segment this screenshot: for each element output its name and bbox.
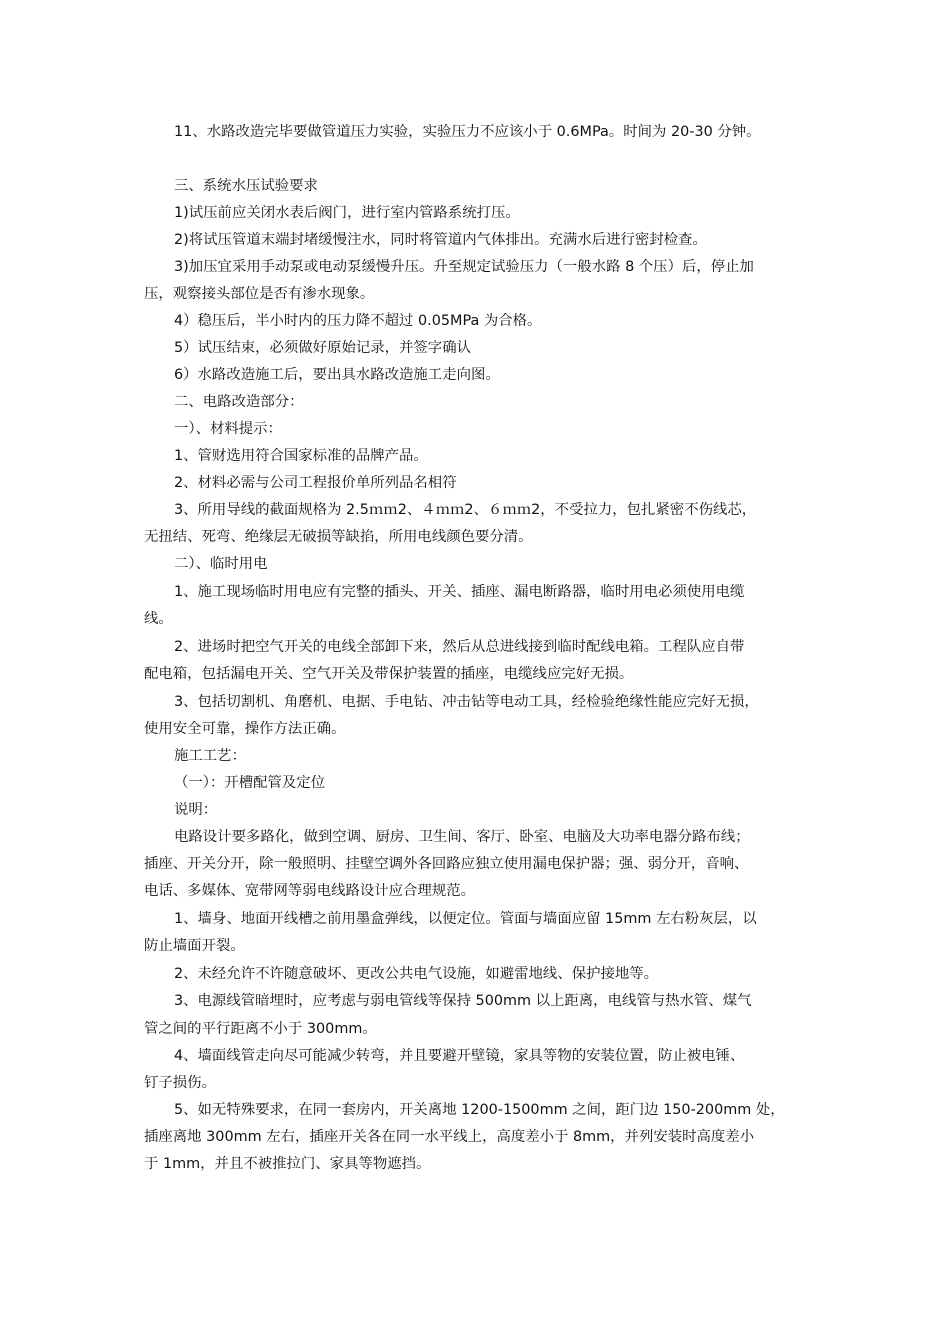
section-heading: 二、电路改造部分： — [174, 394, 304, 410]
text-line: 1、管财选用符合国家标准的品牌产品。 — [174, 448, 428, 464]
text-line: 电话、多媒体、宽带网等弱电线路设计应合理规范。 — [144, 883, 475, 899]
text-line: 1)试压前应关闭水表后阀门，进行室内管路系统打压。 — [174, 205, 520, 221]
text-line: 2、未经允许不许随意破坏、更改公共电气设施，如避雷地线、保护接地等。 — [174, 966, 659, 982]
text-line: 3、所用导线的截面规格为 2.5ｍｍ2、４ｍｍ2、６ｍｍ2，不受拉力，包扎紧密不伤线芯， — [174, 502, 757, 518]
text-line: 压，观察接头部位是否有渗水现象。 — [144, 286, 375, 302]
text-line: 2、材料必需与公司工程报价单所列品名相符 — [174, 475, 457, 491]
text-line: 4）稳压后，半小时内的压力降不超过 0.05MPa 为合格。 — [174, 313, 542, 329]
text-line: 11、水路改造完毕要做管道压力实验，实验压力不应该小于 0.6MPa。时间为 20-30 分钟。 — [174, 124, 761, 140]
text-line: 管之间的平行距离不小于 300mm。 — [144, 1021, 377, 1037]
text-line: 无扭结、死弯、绝缘层无破损等缺掐，所用电线颜色要分清。 — [144, 529, 533, 545]
text-line: 1、墙身、地面开线槽之前用墨盒弹线，以便定位。管面与墙面应留 15mm 左右粉灰层，以 — [174, 911, 757, 927]
text-line: 插座、开关分开，除一般照明、挂壁空调外各回路应独立使用漏电保护器；强、弱分开，音响、 — [144, 856, 749, 872]
text-line: 于 1mm，并且不被推拉门、家具等物遮挡。 — [144, 1156, 431, 1172]
text-line: 3、包括切割机、角磨机、电据、手电钻、冲击钻等电动工具，经检验绝缘性能应完好无损， — [174, 694, 759, 710]
text-line: 2、进场时把空气开关的电线全部卸下来，然后从总进线接到临时配线电箱。工程队应自带 — [174, 639, 745, 655]
text-line: 电路设计要多路化，做到空调、厨房、卫生间、客厅、卧室、电脑及大功率电器分路布线； — [174, 829, 750, 845]
subsection-heading: 一）、材料提示： — [174, 421, 282, 437]
text-line: 钉子损伤。 — [144, 1075, 216, 1091]
text-line: 3、电源线管暗埋时，应考虑与弱电管线等保持 500mm 以上距离，电线管与热水管、煤气 — [174, 993, 752, 1009]
text-line: 5）试压结束，必须做好原始记录，并签字确认 — [174, 340, 471, 356]
section-heading: 施工工艺： — [174, 748, 246, 764]
text-line: 1、施工现场临时用电应有完整的插头、开关、插座、漏电断路器，临时用电必须使用电缆 — [174, 584, 745, 600]
text-line: 配电箱，包括漏电开关、空气开关及带保护装置的插座，电缆线应完好无损。 — [144, 666, 634, 682]
text-line: 使用安全可靠，操作方法正确。 — [144, 721, 346, 737]
subsection-heading: （一）：开槽配管及定位 — [174, 775, 326, 791]
text-line: 线。 — [144, 611, 173, 627]
section-heading: 三、系统水压试验要求 — [174, 178, 318, 194]
subsection-heading: 二）、临时用电 — [174, 556, 268, 572]
text-line: 2)将试压管道末端封堵缓慢注水，同时将管道内气体排出。充满水后进行密封检查。 — [174, 232, 707, 248]
text-line: 说明： — [174, 802, 218, 818]
text-line: 5、如无特殊要求，在同一套房内，开关离地 1200-1500mm 之间，距门边 150-200mm 处， — [174, 1102, 785, 1118]
text-line: 4、墙面线管走向尽可能减少转弯，并且要避开壁镜，家具等物的安装位置，防止被电锤、 — [174, 1048, 745, 1064]
text-line: 插座离地 300mm 左右，插座开关各在同一水平线上，高度差小于 8mm，并列安装时高度差小 — [144, 1129, 755, 1145]
text-line: 6）水路改造施工后，要出具水路改造施工走向图。 — [174, 367, 500, 383]
text-line: 3)加压宜采用手动泵或电动泵缓慢升压。升至规定试验压力（一般水路 8 个压）后，停止加 — [174, 259, 754, 275]
text-line: 防止墙面开裂。 — [144, 938, 245, 954]
